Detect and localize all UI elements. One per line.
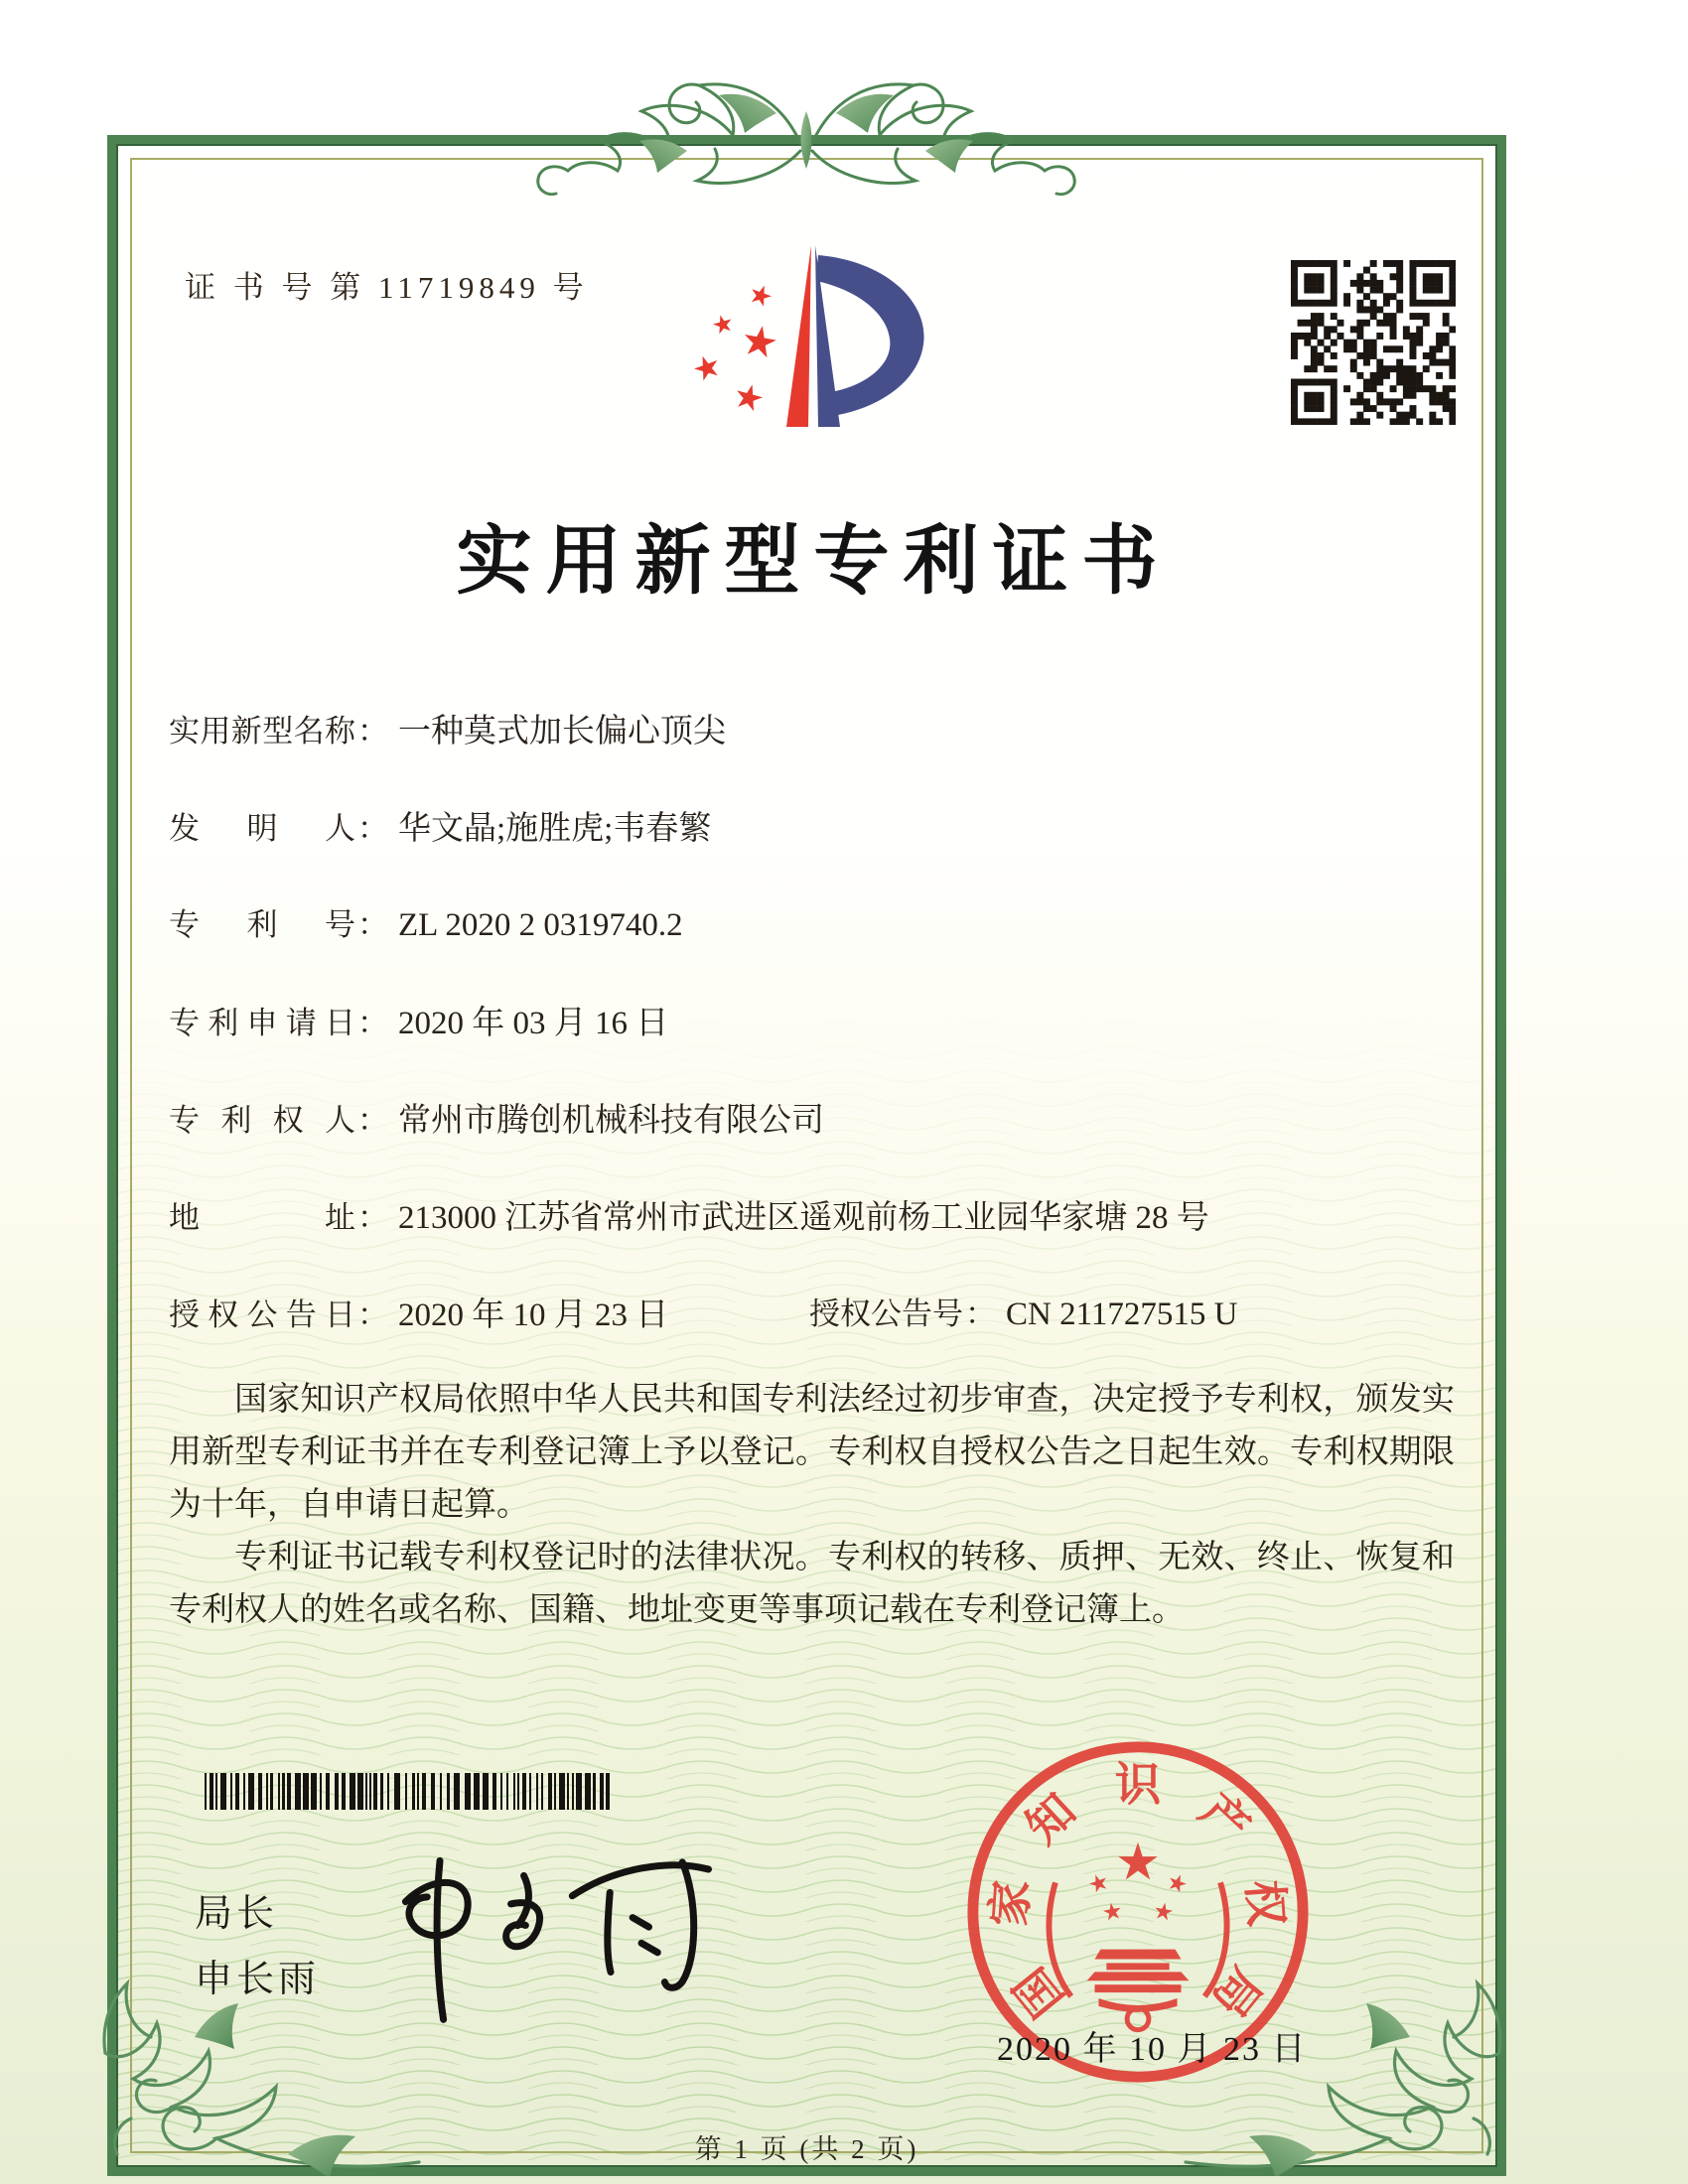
field-label: 实用新型名称 [169, 714, 355, 749]
field-label: 发明人 [169, 811, 355, 846]
director-name: 申长雨 [195, 1959, 321, 2000]
legal-paragraph-2: 专利证书记载专利权登记时的法律状况。专利权的转移、质押、无效、终止、恢复和专利权人的姓名或名称、国籍、地址变更等事项记载在专利登记簿上。 [169, 1540, 1455, 1628]
field-label: 地址 [169, 1200, 355, 1235]
field-colon: ： [357, 811, 388, 846]
seal-date: 2020 年 10 月 23 日 [997, 2031, 1308, 2068]
field-colon: ： [965, 1297, 996, 1331]
certificate-number: 证 书 号 第 11719849 号 [185, 270, 589, 305]
field-row-address [169, 1191, 1209, 1238]
field-value-utility-model-name: 一种莫式加长偏心顶尖 [398, 714, 726, 750]
field-row-patent-number [169, 899, 683, 944]
field-value-grant-date: 2020 年 10 月 23 日 [398, 1297, 669, 1333]
legal-paragraph-1: 国家知识产权局依照中华人民共和国专利法经过初步审查，决定授予专利权，颁发实用新型专利证书并在专利登记簿上予以登记。专利权自授权公告之日起生效。专利权期限为十年，自申请日起算。 [169, 1382, 1455, 1523]
director-title: 局长 [195, 1893, 279, 1935]
field-colon: ： [357, 907, 388, 942]
seal-char: 权 [1236, 1878, 1291, 1929]
director-signature [377, 1844, 755, 2043]
legal-text-block [169, 1374, 1455, 1637]
seal-char: 识 [1114, 1760, 1162, 1812]
field-row-inventors [169, 802, 711, 849]
field-value-inventors: 华文晶;施胜虎;韦春繁 [398, 811, 712, 847]
cnipa-logo-icon [683, 241, 943, 440]
seal-char: 产 [1190, 1785, 1259, 1854]
field-label: 专利申请日 [169, 1006, 355, 1040]
field-label: 授权公告号 [809, 1297, 963, 1331]
field-colon: ： [357, 1297, 388, 1332]
field-label: 专利号 [169, 907, 355, 942]
top-flourish-ornament [498, 56, 1114, 205]
field-value-patent-number: ZL 2020 2 0319740.2 [398, 907, 683, 943]
field-row-grant [169, 1289, 1238, 1335]
field-colon: ： [357, 1200, 388, 1235]
field-colon: ： [357, 1103, 388, 1138]
page-footer: 第 1 页 (共 2 页) [694, 2134, 919, 2164]
national-emblem-icon [1049, 1843, 1226, 2030]
field-label: 授权公告日 [169, 1297, 355, 1332]
certificate-title: 实用新型专利证书 [456, 520, 1172, 604]
field-row-utility-model-name [169, 705, 726, 751]
grant-number-group [809, 1289, 1237, 1333]
field-value-patentee: 常州市腾创机械科技有限公司 [398, 1103, 824, 1139]
barcode [205, 1773, 612, 1810]
field-value-address: 213000 江苏省常州市武进区遥观前杨工业园华家塘 28 号 [398, 1200, 1209, 1236]
seal-char: 知 [1017, 1785, 1086, 1854]
field-row-patentee [169, 1094, 824, 1141]
seal-char: 国 [1005, 1957, 1074, 2026]
field-colon: ： [357, 714, 388, 749]
field-row-filing-date [169, 997, 668, 1043]
seal-char: 家 [985, 1878, 1040, 1929]
field-value-filing-date: 2020 年 03 月 16 日 [398, 1006, 669, 1041]
seal-char: 局 [1201, 1957, 1271, 2026]
field-colon: ： [357, 1006, 388, 1040]
field-value-grant-number: CN 211727515 U [1006, 1297, 1238, 1332]
qr-code [1291, 260, 1456, 425]
field-label: 专利权人 [169, 1103, 355, 1138]
